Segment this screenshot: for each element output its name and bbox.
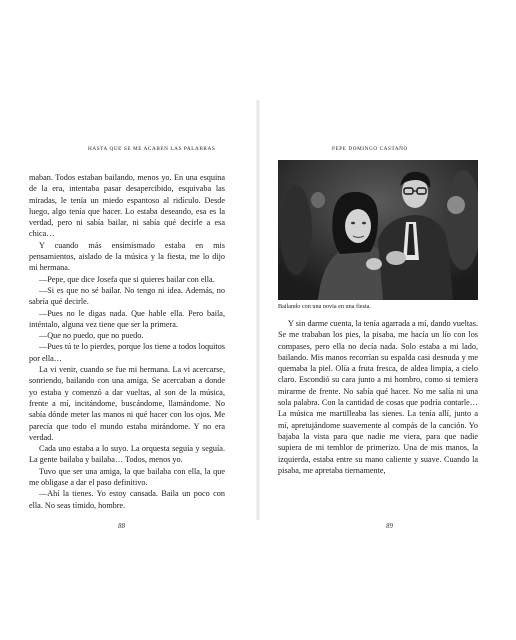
- page-number-right: 89: [386, 522, 393, 530]
- photo-dancing-couple: [278, 160, 478, 300]
- paragraph: —Ahí la tienes. Yo estoy cansada. Baila un poco con ella. No seas tímido, hombre.: [29, 489, 225, 510]
- paragraph: Y cuando más ensimismado estaba en mis pensamientos, aislado de la música y la fiesta, me lo dijo mi hermana.: [29, 240, 225, 273]
- running-head-right: PEPE DOMINGO CASTAÑO: [332, 146, 408, 152]
- paragraph: —Si es que no sé bailar. No tengo ni idea. Además, no sabría qué decirle.: [29, 285, 225, 307]
- paragraph: —Pues tú te lo pierdes, porque los tiene a todos loquitos por ella…: [29, 342, 225, 363]
- photo-image: [278, 160, 478, 300]
- paragraph: La vi venir, cuando se fue mi hermana. La vi acercarse, sonriendo, bailando con una amiga. Se acercaban a donde yo estaba y comenzó a dar vueltas, al son de la música, frente a mí, incitándome, buscándome, llamándome. No sabía dónde meter las manos ni qué hacer con los ojos. Me parecía que todo el mundo estaba mirándome. Y no era verdad.: [29, 365, 225, 442]
- running-head-left: HASTA QUE SE ME ACABEN LAS PALABRAS: [88, 146, 216, 152]
- paragraph: Cada uno estaba a lo suyo. La orquesta seguía y seguía. La gente bailaba y bailaba… Todos, menos yo.: [29, 444, 225, 465]
- photo-caption: Bailando con una novia en una fiesta.: [278, 303, 371, 310]
- page-number-left: 88: [118, 522, 125, 530]
- right-page: [258, 0, 516, 640]
- paragraph: maban. Todos estaban bailando, menos yo. En una esquina de la era, intentaba pasar desapercibido, esquivaba las miradas, le tenía un miedo espantoso al ridículo. Desde luego, algo tenía que hacer. Lo estaba deseando, esa es la verdad, pero ni sabía bailar, ni sabía qué decirle a esa chica…: [29, 173, 225, 239]
- paragraph: Y sin darme cuenta, la tenía agarrada a mí, dando vueltas. Se me trababan los pies, la pisaba, me hacía un lío con los compases, pero ella no decía nada. Solo estaba a mi lado, bailando. Mis manos recorrían su espalda casi desnuda y me quemaba la piel. Olía a fruta fresca, de aldea limpia, a cielo claro. Escondió su cara junto a mi hombro, como si temiera mirarme de frente. No sabía qué hacer. No me salía ni una sola palabra. Con la cantidad de cosas que podría contarle… La música me martilleaba las sienes. La tenía allí, junto a mí, apretujándome suavemente al compás de la canción. Yo bajaba la vista para que nadie me viera, para que nadie supiera de mi temblor de primerizo. Una de mis manos, la izquierda, estaba entre su mano caliente y suave. Cuando la pisaba, me apretaba tiernamente,: [278, 319, 478, 475]
- paragraph: Tuvo que ser una amiga, la que bailaba con ella, la que me obligase a dar el paso definitivo.: [29, 466, 225, 488]
- paragraph: —Pues no le digas nada. Que hable ella. Pero baila, inténtalo, alguna vez tiene que ser la primera.: [29, 308, 225, 329]
- right-body-text: [278, 318, 478, 476]
- left-body-text: [29, 172, 225, 511]
- paragraph: —Pepe, que dice Josefa que si quieres bailar con ella.: [39, 274, 215, 284]
- paragraph: —Que no puedo, que no puedo.: [39, 331, 144, 341]
